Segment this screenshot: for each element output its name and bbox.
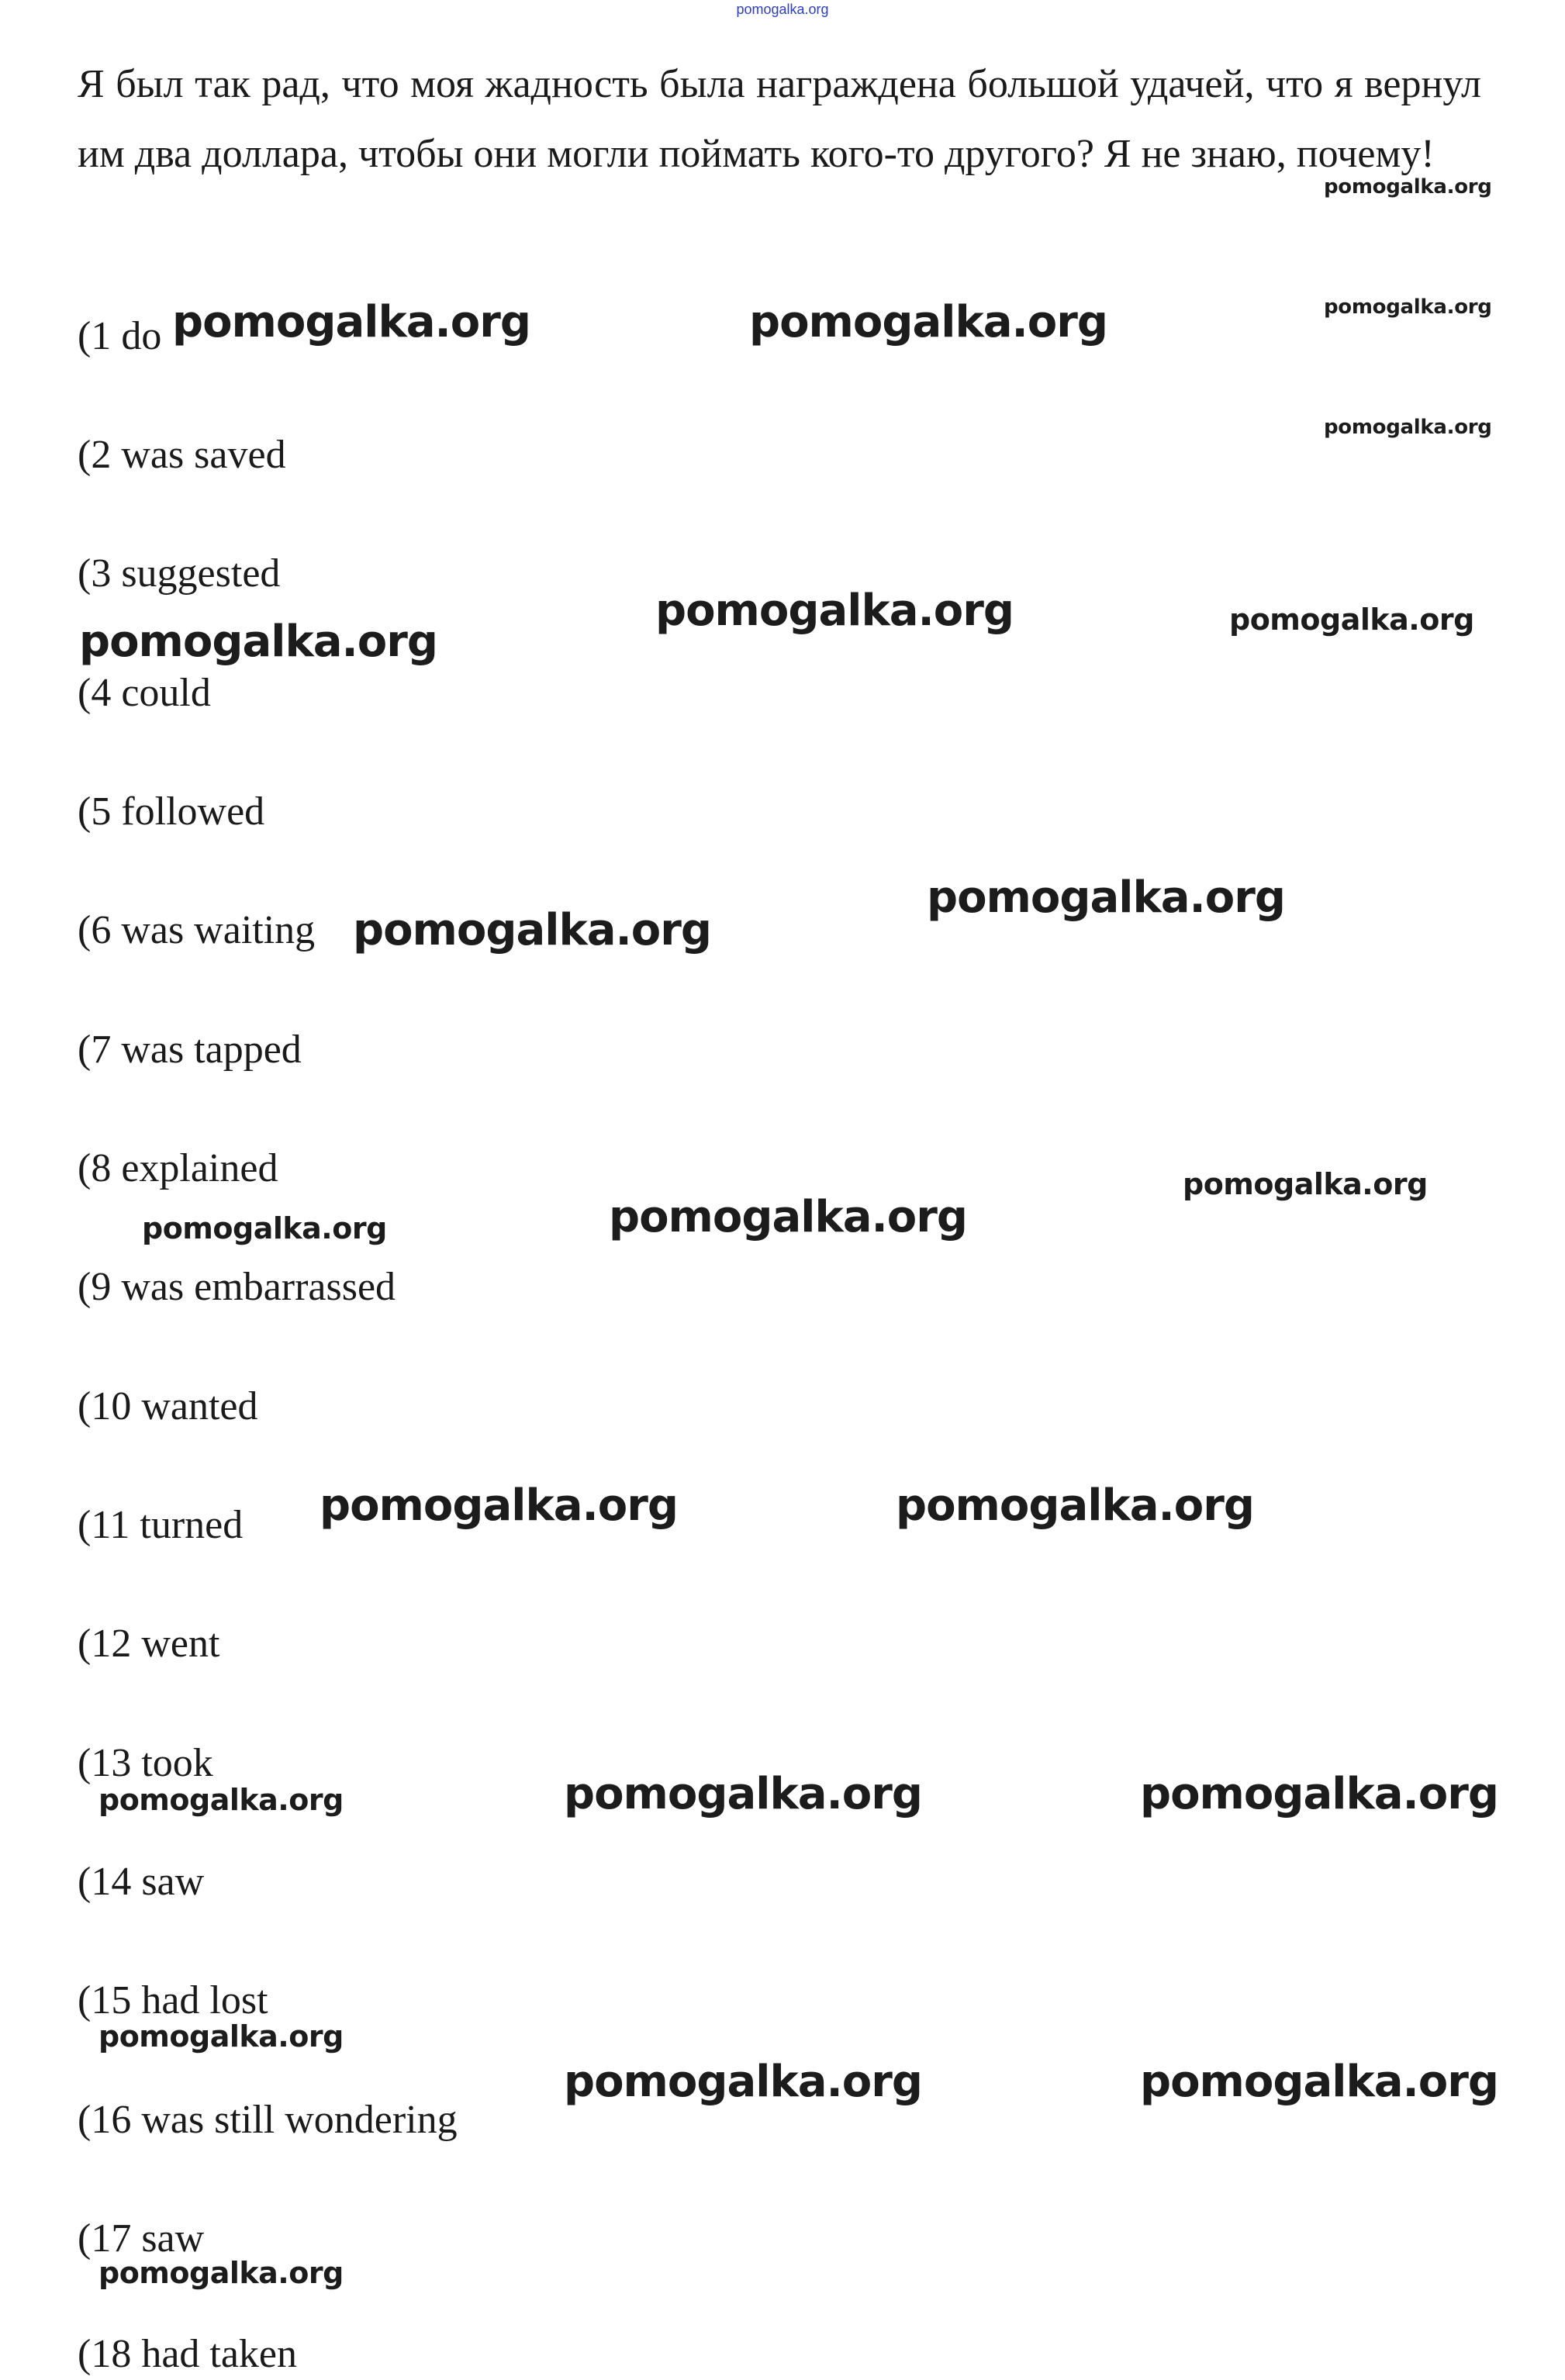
watermark-text: pomogalka.org [564, 1769, 922, 1819]
watermark-text: pomogalka.org [142, 1211, 387, 1245]
watermark-text: pomogalka.org [927, 872, 1285, 923]
answer-item: (17 saw [78, 2216, 205, 2261]
watermark-text: pomogalka.org [609, 1192, 967, 1242]
watermark-text: pomogalka.org [320, 1480, 678, 1531]
answer-item: (6 was waiting [78, 908, 316, 952]
watermark-text: pomogalka.org [1324, 416, 1492, 439]
watermark-text: pomogalka.org [896, 1480, 1254, 1531]
answer-item: (12 went [78, 1622, 220, 1666]
answer-item: (14 saw [78, 1860, 205, 1904]
watermark-text: pomogalka.org [1324, 175, 1492, 199]
site-watermark-top: pomogalka.org [736, 2, 829, 17]
watermark-text: pomogalka.org [749, 297, 1107, 347]
watermark-text: pomogalka.org [172, 297, 530, 347]
answer-item: (5 followed [78, 789, 265, 834]
watermark-text: pomogalka.org [1183, 1167, 1428, 1201]
watermark-text: pomogalka.org [98, 2019, 344, 2054]
watermark-text: pomogalka.org [1140, 2057, 1498, 2107]
answer-item: (15 had lost [78, 1978, 268, 2022]
watermark-text: pomogalka.org [1229, 603, 1474, 637]
answer-item: (4 could [78, 671, 211, 715]
answer-item: (10 wanted [78, 1384, 258, 1428]
watermark-text: pomogalka.org [655, 586, 1014, 636]
answer-item: (16 was still wondering [78, 2098, 458, 2142]
answer-item: (1 do [78, 314, 162, 358]
answer-item: (2 was saved [78, 433, 286, 477]
watermark-text: pomogalka.org [98, 2256, 344, 2290]
answer-item: (11 turned [78, 1503, 244, 1547]
answer-item: (9 was embarrassed [78, 1265, 396, 1309]
answer-item: (3 suggested [78, 551, 281, 596]
answer-item: (18 had taken [78, 2332, 298, 2376]
watermark-text: pomogalka.org [1140, 1769, 1498, 1819]
watermark-text: pomogalka.org [1324, 295, 1492, 319]
watermark-text: pomogalka.org [353, 905, 711, 955]
watermark-text: pomogalka.org [98, 1783, 344, 1817]
watermark-text: pomogalka.org [79, 617, 437, 667]
translation-paragraph: Я был так рад, что моя жадность была награждена большой удачей, что я вернул им два доллара, чтобы они могли поймать кого-то другого? Я не знаю, почему! [78, 62, 1481, 176]
watermark-text: pomogalka.org [564, 2057, 922, 2107]
answer-item: (13 took [78, 1741, 213, 1785]
answer-item: (7 was tapped [78, 1028, 302, 1072]
answer-item: (8 explained [78, 1146, 278, 1190]
